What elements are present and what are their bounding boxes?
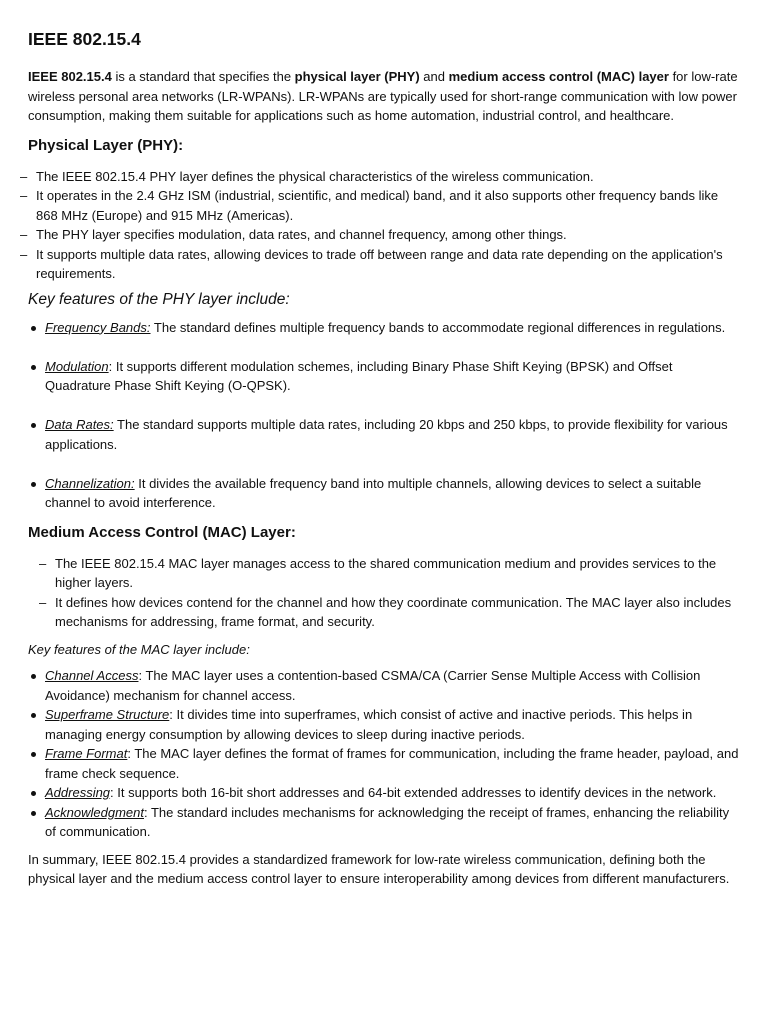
phy-heading: Physical Layer (PHY): <box>28 136 184 154</box>
dash-marker: – <box>39 594 47 610</box>
list-item: – The PHY layer specifies modulation, data rates, and channel frequency, among other things. <box>36 225 740 245</box>
list-item: Modulation: It supports different modulation schemes, including Binary Phase Shift Keying (BPSK) and Offset Quadrature Phase Shift Keying (O-QPSK). <box>45 357 740 396</box>
list-item: Acknowledgment: The standard includes mechanisms for acknowledging the receipt of frames, enhancing the reliability of communication. <box>45 803 740 842</box>
list-item: Frame Format: The MAC layer defines the format of frames for communication, including the frame header, payload, and frame check sequence. <box>45 744 740 783</box>
list-item: Channelization: It divides the available frequency band into multiple channels, allowing devices to select a suitable channel to avoid interference. <box>45 474 740 513</box>
list-item: Addressing: It supports both 16-bit short addresses and 64-bit extended addresses to identify devices in the network. <box>45 783 740 803</box>
summary-paragraph: In summary, IEEE 802.15.4 provides a standardized framework for low-rate wireless communication, defining both the physical layer and the medium access control layer to ensure interoperability among devices from different manufacturers. <box>28 851 730 886</box>
feature-term: Channelization: <box>45 475 135 491</box>
dash-marker: – <box>20 188 28 203</box>
phy-features-list <box>28 318 740 513</box>
list-item: – It operates in the 2.4 GHz ISM (industrial, scientific, and medical) band, and it also supports other frequency bands like 868 MHz (Europe) and 915 MHz (Americas). <box>20 188 719 223</box>
phy-points-list <box>20 167 740 284</box>
dash-marker: – <box>39 555 47 571</box>
feature-term: Frequency Bands: <box>45 319 151 335</box>
intro-standard-name: IEEE 802.15.4 <box>28 69 112 84</box>
mac-heading: Medium Access Control (MAC) Layer: <box>28 523 296 541</box>
list-item: Channel Access: The MAC layer uses a contention-based CSMA/CA (Carrier Sense Multiple Access with Collision Avoidance) mechanism for channel access. <box>45 666 740 705</box>
list-item: Superframe Structure: It divides time into superframes, which consist of active and inactive periods. This helps in managing energy consumption by allowing devices to sleep during inactive periods. <box>45 705 740 744</box>
intro-mac-term: medium access control (MAC) layer <box>448 69 669 84</box>
intro-phy-term: physical layer (PHY) <box>294 69 420 84</box>
dash-marker: – <box>20 246 28 262</box>
bullet-icon <box>31 326 36 331</box>
bullet-icon <box>31 423 36 428</box>
bullet-icon <box>31 791 36 796</box>
bullet-icon <box>31 713 36 718</box>
dash-marker: – <box>20 168 28 184</box>
list-item: Data Rates: The standard supports multiple data rates, including 20 kbps and 250 kbps, to provide flexibility for various applications. <box>45 415 740 454</box>
list-item: – The IEEE 802.15.4 PHY layer defines the physical characteristics of the wireless communication. <box>36 167 740 187</box>
list-item: – It defines how devices contend for the channel and how they coordinate communication. The MAC layer also includes mechanisms for addressing, frame format, and security. <box>39 594 732 629</box>
intro-paragraph: IEEE 802.15.4 is a standard that specifies the physical layer (PHY) and medium access control (MAC) layer for low-rate wireless personal area networks (LR-WPANs). LR-WPANs are typically used for short-range communication with low power consumption, making them suitable for applications such as home automation, industrial control, and healthcare. <box>28 69 738 123</box>
bullet-icon <box>31 674 36 679</box>
list-item: – The IEEE 802.15.4 MAC layer manages access to the shared communication medium and provides services to the higher layers. <box>39 555 717 590</box>
bullet-icon <box>31 811 36 816</box>
feature-term: Data Rates: <box>45 417 114 432</box>
bullet-icon <box>31 752 36 757</box>
phy-features-heading: Key features of the PHY layer include: <box>28 290 290 308</box>
feature-term: Modulation <box>45 358 109 374</box>
mac-points-list <box>28 554 740 632</box>
feature-term: Addressing <box>45 785 111 800</box>
feature-term: Superframe Structure <box>45 707 170 722</box>
list-item: Frequency Bands: The standard defines multiple frequency bands to accommodate regional differences in regulations. <box>45 318 740 338</box>
feature-term: Channel Access <box>45 668 139 683</box>
feature-term: Acknowledgment <box>45 804 144 820</box>
dash-marker: – <box>20 227 28 242</box>
bullet-icon <box>31 365 36 370</box>
list-item: – It supports multiple data rates, allowing devices to trade off between range and data rate depending on the application's requirements. <box>20 246 723 281</box>
bullet-icon <box>31 482 36 487</box>
page-title: IEEE 802.15.4 <box>28 29 141 49</box>
feature-term: Frame Format <box>45 746 128 761</box>
mac-features-heading: Key features of the MAC layer include: <box>28 641 250 657</box>
mac-features-list <box>28 666 740 842</box>
